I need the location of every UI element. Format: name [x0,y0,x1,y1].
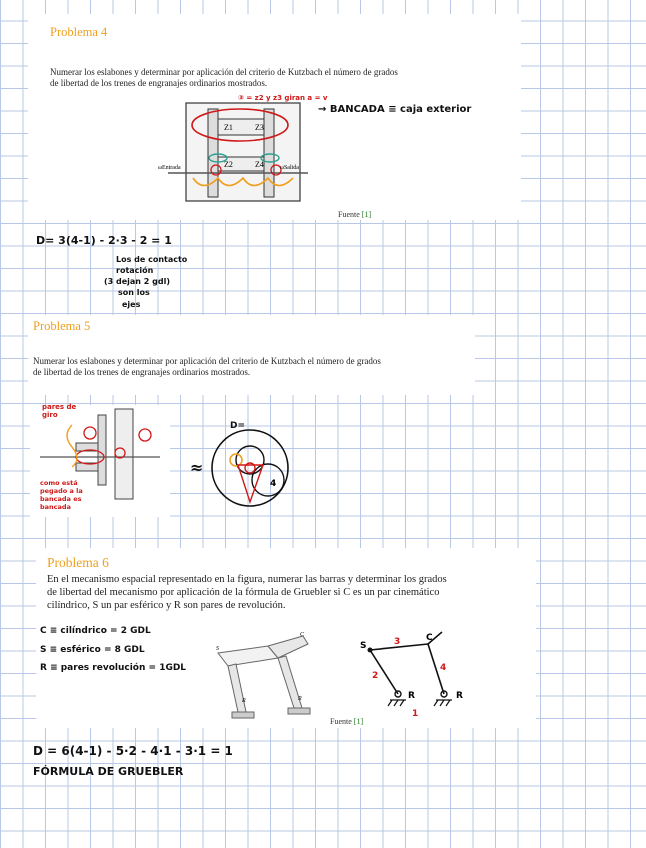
problem6-formula: D = 6(4-1) - 5·2 - 4·1 - 3·1 = 1 [33,744,233,758]
problem5-title: Problema 5 [33,319,91,333]
salida-label: ωSalida [280,165,299,171]
problem5-como-note: como está pegado a la bancada es bancada [40,479,83,511]
problem5-card [28,315,475,395]
svg-text:C: C [300,632,305,638]
svg-text:4: 4 [270,479,277,489]
problem6-mechanism-figure [208,628,320,722]
problem4-note3: (3 dejan 2 gdl) [104,277,170,286]
problem4-fuente: Fuente [1] [338,210,372,219]
problem4-note2: rotación [116,266,154,275]
problem6-formula-name: FÓRMULA DE GRUEBLER [33,765,184,778]
problem4-note1: Los de contacto [116,255,188,264]
problem6-revolucion: R ≡ pares revolución = 1GDL [40,663,187,673]
problem5-text-line2: de libertad de los trenes de engranajes ordinarios mostrados. [33,367,251,377]
z1-label: Z1 [224,123,233,132]
svg-text:1: 1 [412,709,419,719]
problem4-formula: D= 3(4-1) - 2·3 - 2 = 1 [36,234,172,247]
problem4-top-note: ③ = z2 y z3 giran a = v [238,94,328,102]
entrada-label: ωEntrada [158,165,181,171]
problem4-gear-figure [158,93,318,208]
svg-text:S: S [360,641,367,651]
problem6-cilindrico: C ≡ cilíndrico = 2 GDL [40,626,151,636]
problem6-text-line3: cilíndrico, S un par esférico y R son pares de revolución. [47,600,286,611]
z2-label: Z2 [224,160,233,169]
problem5-circle-diagram [208,420,292,512]
problem5-text-line1: Numerar los eslabones y determinar por aplicación del criterio de Kutzbach el número de grados [33,356,381,366]
problem4-text-line1: Numerar los eslabones y determinar por aplicación del criterio de Kutzbach el número de grados [50,67,398,77]
problem4-text-line2: de libertad de los trenes de engranajes ordinarios mostrados. [50,78,268,88]
problem5-D-label: D= [230,421,246,431]
svg-text:3: 3 [394,637,401,647]
svg-text:R: R [298,696,302,702]
problem6-text-line2: de libertad del mecanismo por aplicación de la fórmula de Gruebler si C es un par cinemático [47,587,440,598]
svg-text:S: S [216,646,219,652]
svg-text:R: R [456,691,463,701]
problem5-approx: ≈ [190,458,204,477]
svg-text:R: R [242,698,246,704]
problem6-kinematic-sketch [356,628,476,720]
svg-text:R: R [408,691,415,701]
z3-label: Z3 [255,123,264,132]
svg-text:C: C [426,633,433,643]
z4-label: Z4 [255,160,264,169]
problem4-bancada-note: → BANCADA ≡ caja exterior [318,104,472,115]
svg-text:4: 4 [440,663,447,673]
svg-text:2: 2 [372,671,379,681]
problem6-esferico: S ≡ esférico = 8 GDL [40,645,145,655]
problem4-note4: son los [118,288,150,297]
problem6-title: Problema 6 [47,555,109,570]
problem6-fuente: Fuente [1] [330,717,364,726]
problem4-title: Problema 4 [50,25,108,39]
problem6-text-line1: En el mecanismo espacial representado en la figura, numerar las barras y determinar los grados [47,574,447,585]
problem4-note5: ejes [122,300,141,309]
problem5-pares-note: pares de giro [42,403,77,419]
